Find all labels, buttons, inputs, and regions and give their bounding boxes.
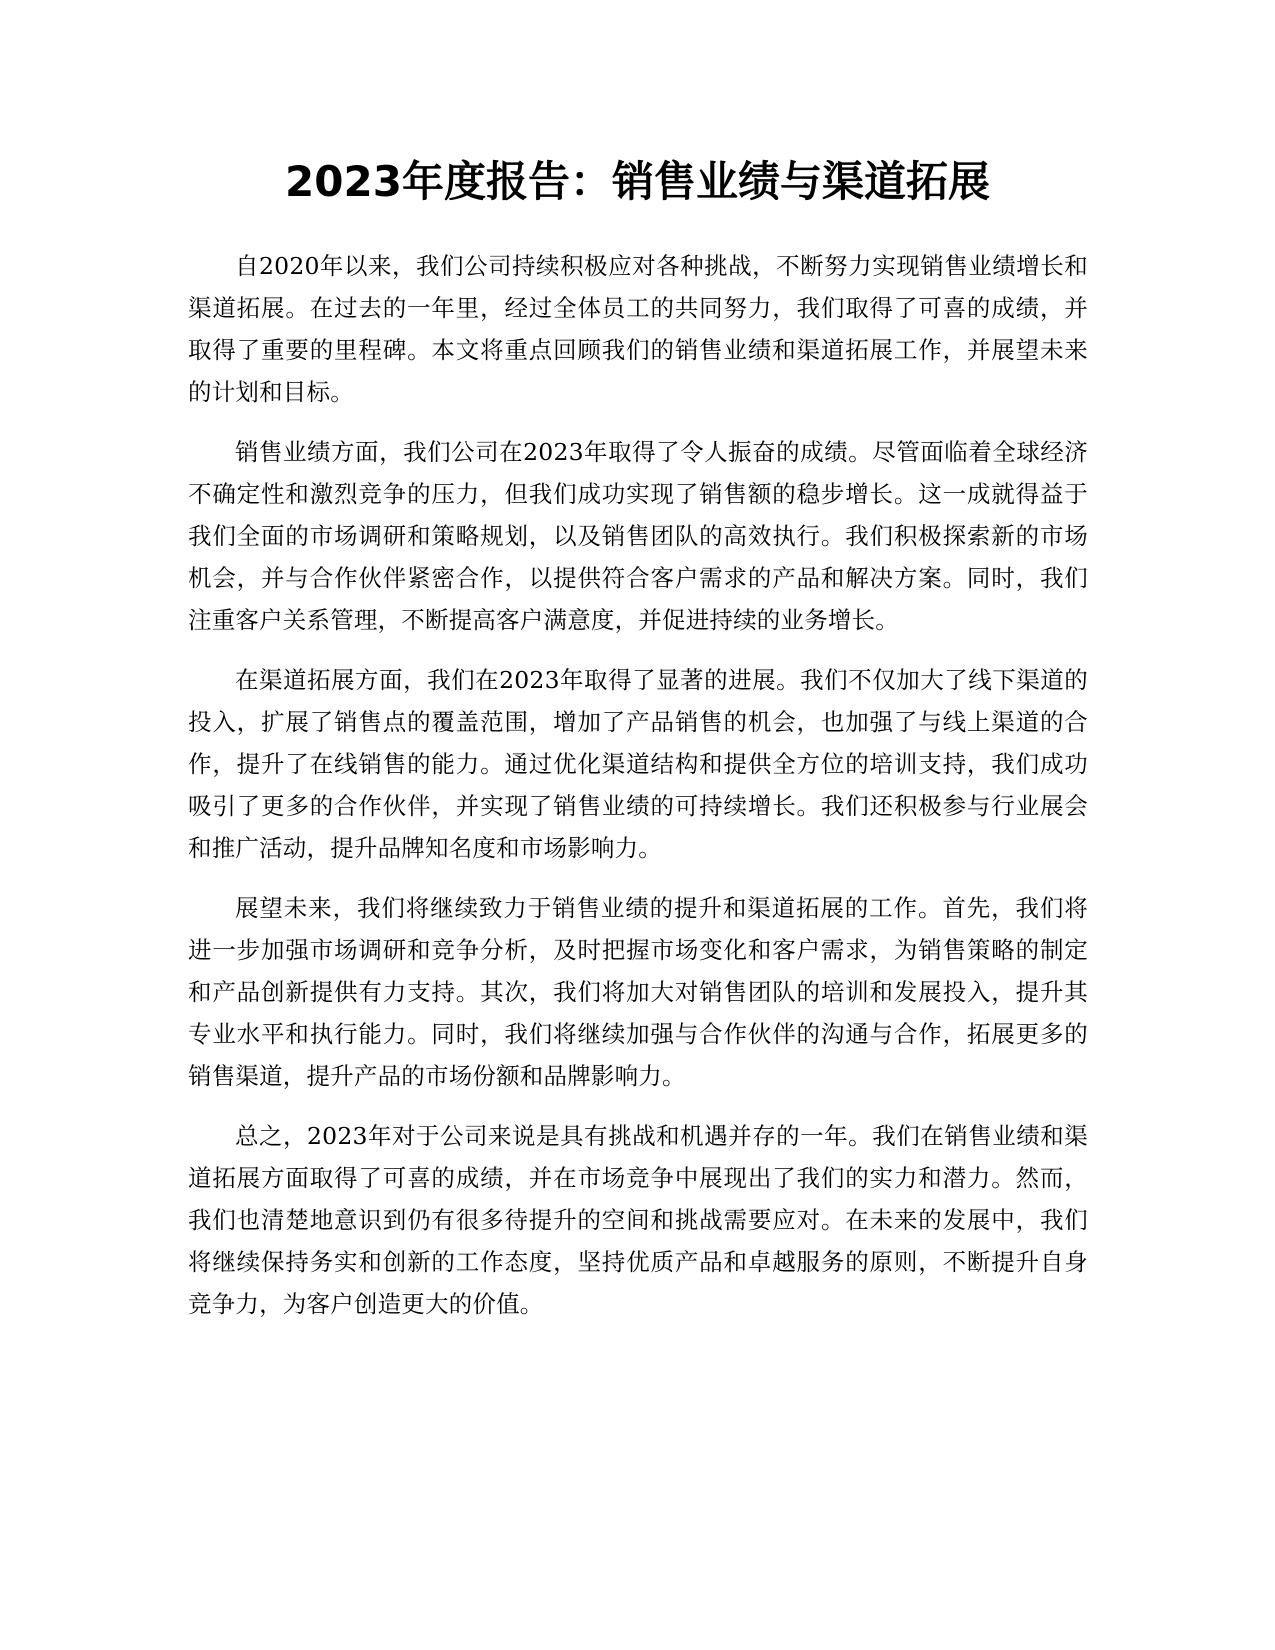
- document-title: 2023年度报告：销售业绩与渠道拓展: [285, 157, 990, 206]
- document-body: [188, 245, 1088, 1343]
- paragraph-outlook: 展望未来，我们将继续致力于销售业绩的提升和渠道拓展的工作。首先，我们将进一步加强市场调研和竞争分析，及时把握市场变化和客户需求，为销售策略的制定和产品创新提供有力支持。其次，我们将加大对销售团队的培训和发展投入，提升其专业水平和执行能力。同时，我们将继续加强与合作伙伴的沟通与合作，拓展更多的销售渠道，提升产品的市场份额和品牌影响力。: [188, 894, 1088, 1090]
- paragraph-channel-expansion: 在渠道拓展方面，我们在2023年取得了显著的进展。我们不仅加大了线下渠道的投入，扩展了销售点的覆盖范围，增加了产品销售的机会，也加强了与线上渠道的合作，提升了在线销售的能力。通过优化渠道结构和提供全方位的培训支持，我们成功吸引了更多的合作伙伴，并实现了销售业绩的可持续增长。我们还积极参与行业展会和推广活动，提升品牌知名度和市场影响力。: [188, 666, 1088, 862]
- paragraph-summary: 总之，2023年对于公司来说是具有挑战和机遇并存的一年。我们在销售业绩和渠道拓展方面取得了可喜的成绩，并在市场竞争中展现出了我们的实力和潜力。然而，我们也清楚地意识到仍有很多待提升的空间和挑战需要应对。在未来的发展中，我们将继续保持务实和创新的工作态度，坚持优质产品和卓越服务的原则，不断提升自身竞争力，为客户创造更大的价值。: [188, 1122, 1088, 1318]
- paragraph-intro: 自2020年以来，我们公司持续积极应对各种挑战，不断努力实现销售业绩增长和渠道拓展。在过去的一年里，经过全体员工的共同努力，我们取得了可喜的成绩，并取得了重要的里程碑。本文将重点回顾我们的销售业绩和渠道拓展工作，并展望未来的计划和目标。: [188, 252, 1088, 406]
- paragraph-sales-performance: 销售业绩方面，我们公司在2023年取得了令人振奋的成绩。尽管面临着全球经济不确定性和激烈竞争的压力，但我们成功实现了销售额的稳步增长。这一成就得益于我们全面的市场调研和策略规划，以及销售团队的高效执行。我们积极探索新的市场机会，并与合作伙伴紧密合作，以提供符合客户需求的产品和解决方案。同时，我们注重客户关系管理，不断提高客户满意度，并促进持续的业务增长。: [188, 438, 1088, 634]
